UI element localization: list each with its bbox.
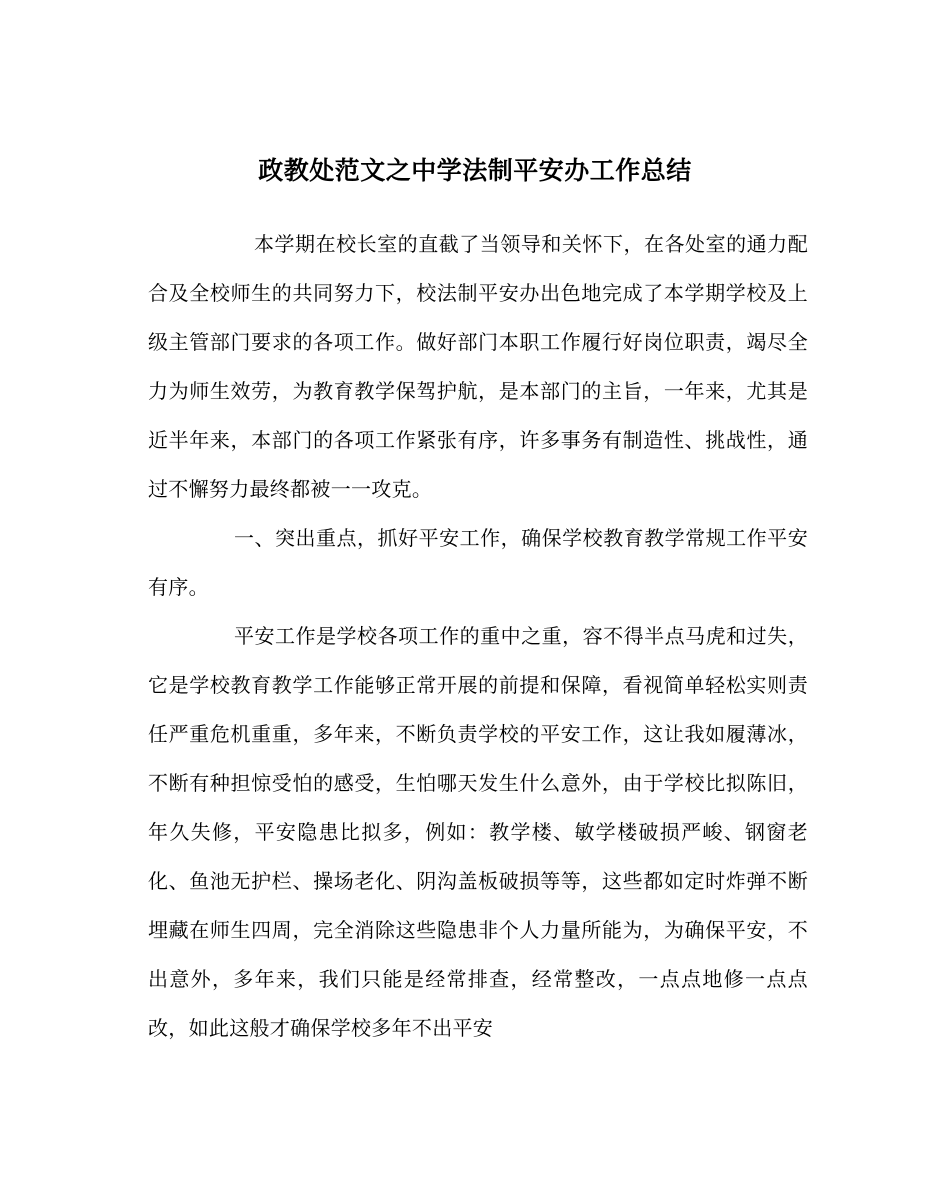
document-body xyxy=(148,220,808,1053)
paragraph-safety-work: 平安工作是学校各项工作的重中之重，容不得半点马虎和过失，它是学校教育教学工作能够正常开展的前提和保障，看视简单轻松实则责任严重危机重重，多年来，不断负责学校的平安工作，这让我如履薄冰，不断有种担惊受怕的感受，生怕哪天发生什么意外，由于学校比拟陈旧，年久失修，平安隐患比拟多，例如：教学楼、敏学楼破损严峻、钢窗老化、鱼池无护栏、操场老化、阴沟盖板破损等等，这些都如定时炸弹不断埋藏在师生四周，完全消除这些隐患非个人力量所能为，为确保平安，不出意外，多年来，我们只能是经常排查，经常整改，一点点地修一点点改，如此这般才确保学校多年不出平安 xyxy=(148,624,808,1040)
paragraph-section-heading: 一、突出重点，抓好平安工作，确保学校教育教学常规工作平安有序。 xyxy=(148,526,808,599)
paragraph-intro: 本学期在校长室的直截了当领导和关怀下，在各处室的通力配合及全校师生的共同努力下，校法制平安办出色地完成了本学期学校及上级主管部门要求的各项工作。做好部门本职工作履行好岗位职责，竭尽全力为师生效劳，为教育教学保驾护航，是本部门的主旨，一年来，尤其是近半年来，本部门的各项工作紧张有序，许多事务有制造性、挑战性，通过不懈努力最终都被一一攻克。 xyxy=(148,232,808,501)
document-title: 政教处范文之中学法制平安办工作总结 xyxy=(258,155,692,185)
